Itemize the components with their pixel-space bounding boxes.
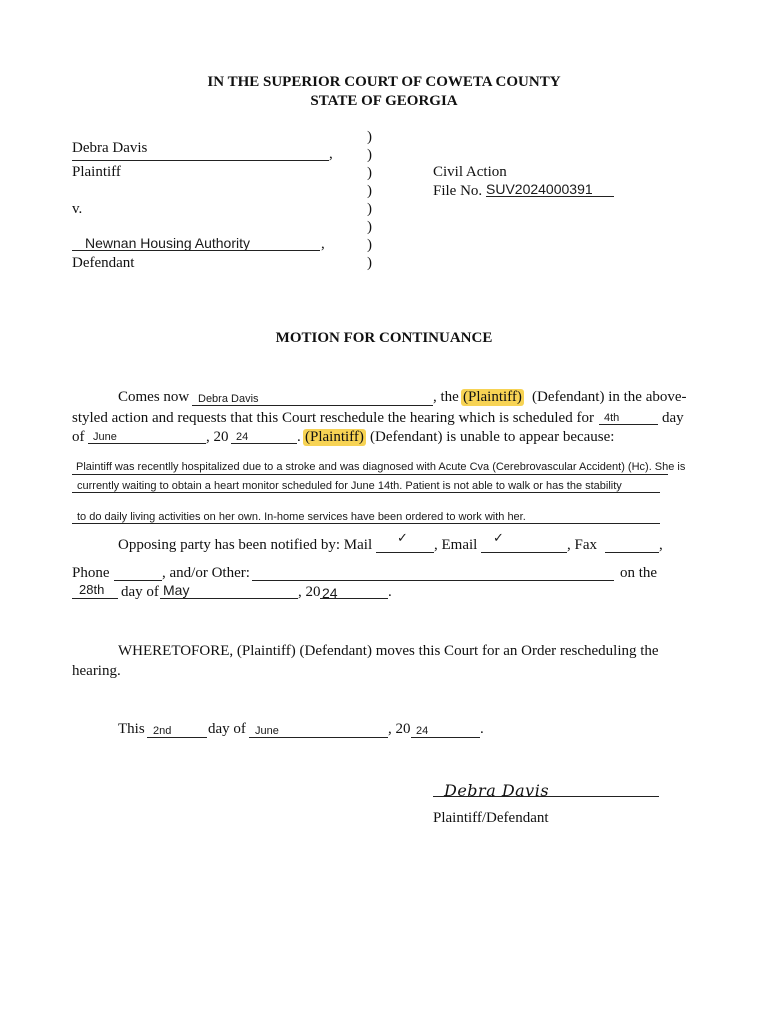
signed-month-line (249, 737, 388, 738)
court-heading: IN THE SUPERIOR COURT OF COWETA COUNTY (207, 74, 561, 90)
caption-paren: ) (367, 165, 372, 181)
wherefore-line-2: hearing. (72, 663, 121, 679)
signature-label: Plaintiff/Defendant (433, 810, 549, 826)
state-heading: STATE OF GEORGIA (310, 93, 458, 109)
hearing-month: June (93, 431, 117, 443)
file-no-line (486, 196, 614, 197)
notice-month-line (160, 598, 298, 599)
phone-text: Phone (72, 565, 110, 581)
trailing-comma: , (659, 537, 663, 553)
mail-check: ✓ (397, 530, 408, 545)
day-text: day (662, 410, 684, 426)
plaintiff-name-line (72, 160, 329, 161)
hearing-day: 4th (604, 412, 620, 424)
email-text: , Email (434, 537, 478, 553)
other-line (252, 580, 614, 581)
civil-action-label: Civil Action (433, 164, 507, 180)
comma-20-text: , 20 (388, 721, 411, 737)
hearing-day-line (599, 424, 658, 425)
wherefore-line-1: WHERETOFORE, (Plaintiff) (Defendant) moves this Court for an Order rescheduling the (118, 643, 659, 659)
motion-title: MOTION FOR CONTINUANCE (275, 330, 493, 346)
signed-day-line (147, 737, 207, 738)
versus-label: v. (72, 201, 83, 217)
file-no-label: File No. (433, 183, 483, 199)
signed-year: 24 (416, 725, 429, 737)
comma-20-text: , 20 (206, 429, 229, 445)
other-text: , and/or Other: (162, 565, 250, 581)
email-check: ✓ (493, 530, 504, 545)
reason-line-1: Plaintiff was recentlly hospitalized due to a stroke and was diagnosed with Acute Cva (Cerebrovascular Accident) (Hc). She is (76, 461, 686, 473)
file-no-value: SUV2024000391 (486, 181, 593, 197)
defendant-label: Defendant (72, 255, 135, 271)
plaintiff-name: Debra Davis (72, 140, 148, 156)
plaintiff-highlight: (Plaintiff) (463, 389, 522, 405)
opposing-party-text: Opposing party has been notified by: Mail (118, 537, 373, 553)
phone-line (114, 580, 162, 581)
request-text: styled action and requests that this Court reschedule the hearing which is scheduled for (72, 410, 594, 426)
comes-now-text: Comes now (118, 389, 190, 405)
plaintiff-highlight: (Plaintiff) (305, 429, 364, 445)
fax-line (605, 552, 659, 553)
hearing-year: 24 (236, 431, 249, 443)
signed-day: 2nd (153, 725, 172, 737)
notice-day: 28th (79, 582, 105, 597)
mail-line (376, 552, 434, 553)
period: . (297, 429, 301, 445)
caption-paren: ) (367, 201, 372, 217)
defendant-text: (Defendant) in the above- (532, 389, 687, 405)
comma-20-text: , 20 (298, 584, 321, 600)
plaintiff-label: Plaintiff (72, 164, 121, 180)
signature-line (433, 796, 659, 797)
plaintiff-comma: , (329, 146, 333, 162)
fax-text: , Fax (567, 537, 597, 553)
caption-paren: ) (367, 255, 372, 271)
notice-year-line (320, 598, 388, 599)
notice-year: 24 (322, 585, 338, 601)
movant-name: Debra Davis (198, 393, 259, 405)
defendant-name: Newnan Housing Authority (85, 235, 250, 251)
email-line (481, 552, 567, 553)
caption-paren: ) (367, 237, 372, 253)
notice-day-line (72, 598, 118, 599)
caption-paren: ) (367, 219, 372, 235)
this-text: This (118, 721, 145, 737)
day-of-text: day of (208, 721, 246, 737)
of-text: of (72, 429, 85, 445)
signature: Debra Davis (444, 781, 550, 800)
the-text: , the (433, 389, 459, 405)
period: . (388, 584, 392, 600)
reason-line-2: currently waiting to obtain a heart monitor scheduled for June 14th. Patient is not able to walk or has the stability (77, 480, 622, 492)
hearing-year-line (231, 443, 297, 444)
signed-month: June (255, 725, 279, 737)
notice-month: May (163, 582, 190, 598)
caption-paren: ) (367, 129, 372, 145)
unable-text: (Defendant) is unable to appear because: (370, 429, 615, 445)
defendant-name-line (72, 250, 320, 251)
hearing-month-line (88, 443, 206, 444)
reason-line-3-rule (72, 523, 660, 524)
defendant-comma: , (321, 236, 325, 252)
signed-year-line (411, 737, 480, 738)
period: . (480, 721, 484, 737)
caption-paren: ) (367, 147, 372, 163)
movant-name-line (192, 405, 433, 406)
reason-line-2-rule (72, 492, 660, 493)
reason-line-3: to do daily living activities on her own. In-home services have been ordered to work with her. (77, 511, 526, 523)
caption-paren: ) (367, 183, 372, 199)
reason-line-1-rule (72, 474, 668, 475)
day-of-text: day of (121, 584, 159, 600)
on-the-text: on the (620, 565, 658, 581)
